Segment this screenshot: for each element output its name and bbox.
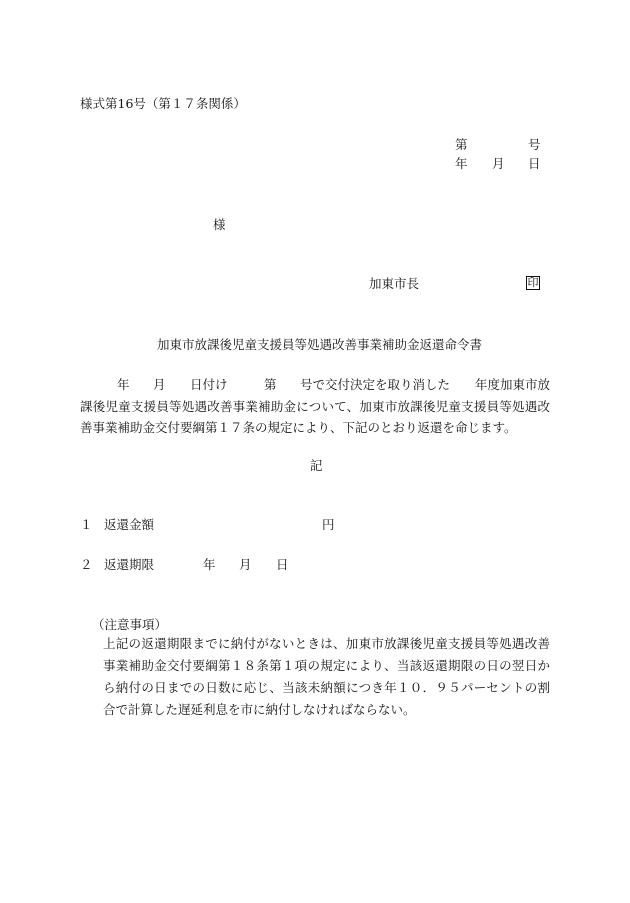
body-line1-rest: 号で交付決定を取り消した 年度加東市放 — [300, 377, 551, 392]
issuer: 加東市長 — [369, 276, 420, 291]
item-1-number: １ — [80, 517, 93, 532]
item-2-month: 月 — [239, 557, 252, 572]
doc-number-suffix: 号 — [528, 137, 541, 152]
item-2-label: 返還期限 — [104, 557, 155, 572]
seal-mark: 印 — [527, 276, 539, 289]
form-number: 様式第16号（第１７条関係） — [80, 96, 246, 111]
body-dated: 日付け — [190, 377, 228, 392]
item-2-year: 年 — [203, 557, 216, 572]
body-year: 年 — [117, 377, 130, 392]
notes-heading: （注意事項） — [92, 617, 168, 632]
body-month: 月 — [153, 377, 166, 392]
item-1-unit: 円 — [322, 517, 335, 532]
date-day: 日 — [528, 156, 541, 171]
date-year: 年 — [455, 156, 468, 171]
notes-text: 上記の返還期限までに納付がないときは、加東市放課後児童支援員等処遇改善事業補助金交付要綱第１８条第１項の規定により、当該返還期限の日の翌日から納付の日までの日数に応じ、当該未納額につき年１０．９５パーセントの割合で計算した遅延利息を市に納付しなければならない。 — [103, 636, 550, 717]
addressee-suffix: 様 — [213, 217, 226, 232]
doc-number-prefix: 第 — [455, 137, 468, 152]
item-2-number: ２ — [80, 557, 93, 572]
body-paragraph: 課後児童支援員等処遇改善事業補助金について、加東市放課後児童支援員等処遇改善事業補助金交付要綱第１７条の規定により、下記のとおり返還を命じます。 — [80, 399, 550, 435]
ki-heading: 記 — [310, 458, 323, 473]
item-1-label: 返還金額 — [104, 517, 155, 532]
date-month: 月 — [492, 156, 505, 171]
item-2-day: 日 — [276, 557, 289, 572]
body-dai: 第 — [264, 377, 277, 392]
document-title: 加東市放課後児童支援員等処遇改善事業補助金返還命令書 — [157, 337, 483, 352]
